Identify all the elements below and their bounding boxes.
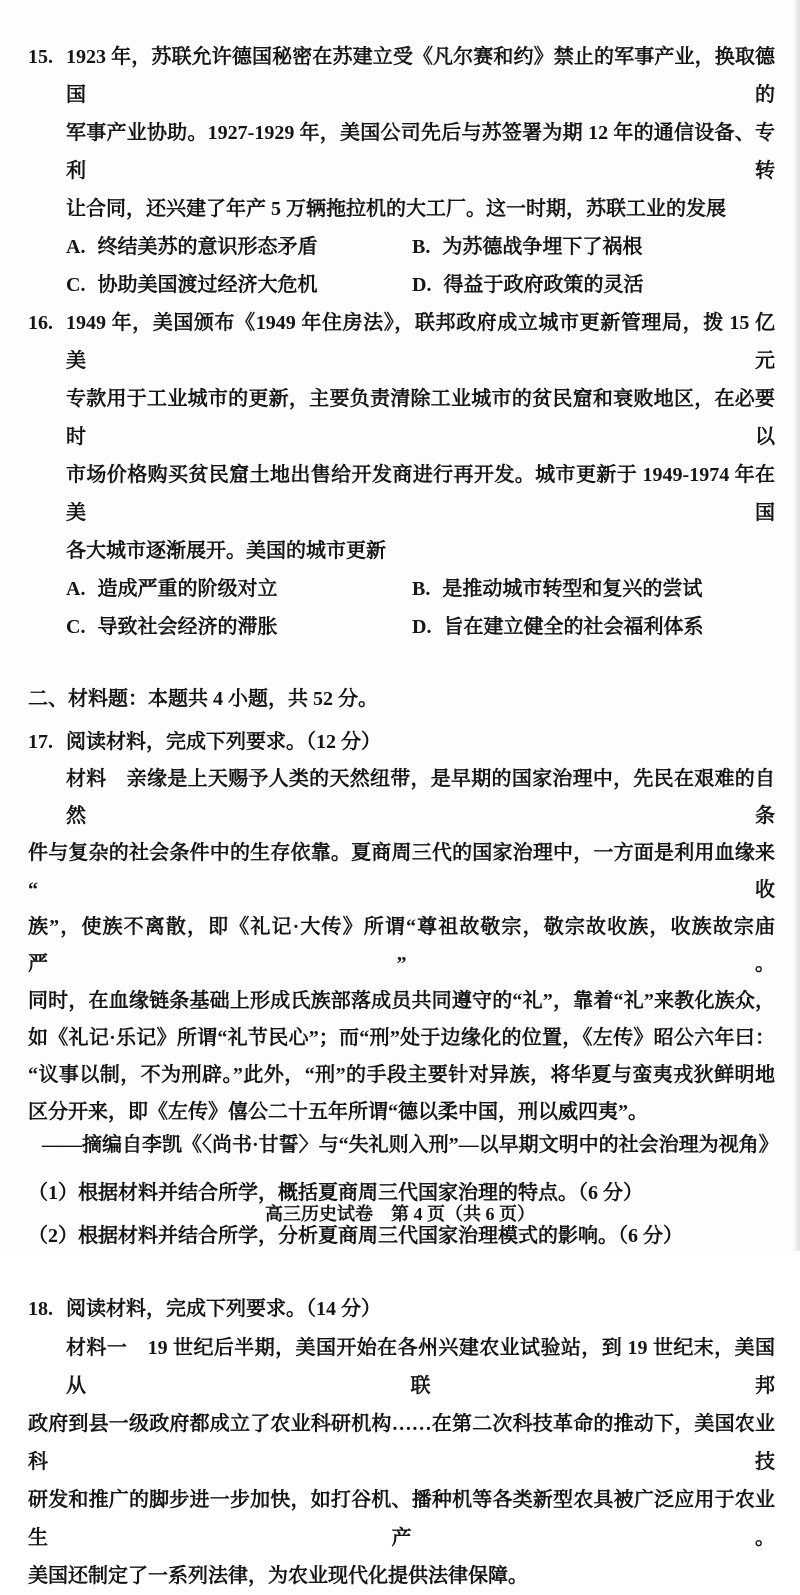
question-16-option-a: [66, 570, 412, 608]
option-c-text: 导致社会经济的滞胀: [97, 616, 278, 638]
question-18: [28, 1290, 775, 1595]
question-15-options-row-1: [66, 228, 775, 266]
question-16: [28, 304, 775, 646]
question-17: [28, 723, 779, 1255]
material-line: 同时，在血缘链条基础上形成氏族部落成员共同遵守的“礼”，靠着“礼”来教化族众，: [28, 990, 775, 1012]
option-a-text: 终结美苏的意识形态矛盾: [97, 236, 318, 258]
question-15: [28, 38, 775, 304]
material-line: 美国还制定了一系列法律，为农业现代化提供法律保障。: [28, 1565, 528, 1587]
question-17-subquestion-1: （1）根据材料并结合所学，概括夏商周三代国家治理的特点。（6 分）: [28, 1182, 643, 1204]
option-d-text: 得益于政府政策的灵活: [443, 274, 644, 296]
question-16-stem-line: 各大城市逐渐展开。美国的城市更新: [66, 540, 386, 562]
material-line: 政府到县一级政府都成立了农业科研机构……在第二次科技革命的推动下，美国农业科技: [28, 1413, 775, 1473]
material-line: 材料一 19 世纪后半期，美国开始在各州兴建农业试验站，到 19 世纪末，美国从联邦: [66, 1337, 775, 1397]
question-17-material: [28, 761, 775, 1131]
option-c-text: 协助美国渡过经济大危机: [97, 274, 318, 296]
question-18-material: [28, 1329, 775, 1595]
question-18-intro: [28, 1290, 775, 1328]
question-15-stem-line: 军事产业协助。1927-1929 年，美国公司先后与苏签署为期 12 年的通信设备、专利转: [66, 122, 775, 182]
question-16-options-row-1: [66, 570, 775, 608]
question-17-subquestion-2: （2）根据材料并结合所学，分析夏商周三代国家治理模式的影响。（6 分）: [28, 1225, 683, 1247]
option-d-text: 旨在建立健全的社会福利体系: [443, 616, 704, 638]
question-16-option-d: [412, 608, 775, 646]
material-line: 研发和推广的脚步进一步加快，如打谷机、播种机等各类新型农具被广泛应用于农业生产。: [28, 1489, 775, 1549]
question-15-number: 15.: [28, 46, 53, 68]
question-15-stem-line: 让合同，还兴建了年产 5 万辆拖拉机的大工厂。这一时期，苏联工业的发展: [66, 198, 726, 220]
material-line: “议事以制，不为刑辟。”此外，“刑”的手段主要针对异族，将华夏与蛮夷戎狄鲜明地: [28, 1064, 775, 1086]
question-18-intro-text: 阅读材料，完成下列要求。（14 分）: [66, 1298, 381, 1320]
option-a-text: 造成严重的阶级对立: [97, 578, 278, 600]
option-b-text: 是推动城市转型和复兴的尝试: [442, 578, 703, 600]
question-15-option-a: [66, 228, 412, 266]
question-16-options-row-2: [66, 608, 775, 646]
option-c-label: C.: [66, 274, 86, 296]
option-b-label: B.: [412, 236, 431, 258]
question-16-stem-line: 专款用于工业城市的更新，主要负责清除工业城市的贫民窟和衰败地区，在必要时以: [66, 388, 775, 448]
option-b-label: B.: [412, 578, 431, 600]
question-15-options-row-2: [66, 266, 775, 304]
question-16-stem-line: 市场价格购买贫民窟土地出售给开发商进行再开发。城市更新于 1949-1974 年在美国: [66, 464, 775, 524]
material-line: 材料 亲缘是上天赐予人类的天然纽带，是早期的国家治理中，先民在艰难的自然条: [66, 768, 775, 827]
question-15-option-d: [412, 266, 775, 304]
question-16-option-b: [412, 570, 775, 608]
section-2-heading: 二、材料题：本题共 4 小题，共 52 分。: [28, 688, 378, 710]
option-a-label: A.: [66, 236, 86, 258]
material-line: 件与复杂的社会条件中的生存依靠。夏商周三代的国家治理中，一方面是利用血缘来“收: [28, 842, 775, 901]
question-17-number: 17.: [28, 731, 53, 753]
option-b-text: 为苏德战争埋下了祸根: [442, 236, 643, 258]
question-18-number: 18.: [28, 1298, 53, 1320]
question-17-intro: [28, 723, 775, 761]
question-15-option-b: [412, 228, 775, 266]
question-16-stem-line: 1949 年，美国颁布《1949 年住房法》，联邦政府成立城市更新管理局，拨 15 亿美元: [66, 312, 775, 372]
question-17-material-source: ——摘编自李凯《〈尚书·甘誓〉与“失礼则入刑”—以早期文明中的社会治理为视角》: [42, 1134, 779, 1156]
question-15-option-c: [66, 266, 412, 304]
question-16-number: 16.: [28, 312, 53, 334]
material-line: 区分开来，即《左传》僖公二十五年所谓“德以柔中国，刑以威四夷”。: [28, 1101, 648, 1123]
page-footer: 高三历史试卷 第 4 页（共 6 页）: [265, 1204, 535, 1224]
question-15-stem-line: 1923 年，苏联允许德国秘密在苏建立受《凡尔赛和约》禁止的军事产业，换取德国的: [66, 46, 775, 106]
option-c-label: C.: [66, 616, 86, 638]
option-d-label: D.: [412, 274, 432, 296]
option-d-label: D.: [412, 616, 432, 638]
question-16-option-c: [66, 608, 412, 646]
material-line: 族”，使族不离散，即《礼记·大传》所谓“尊祖故敬宗，敬宗故收族，收族故宗庙严”。: [28, 916, 775, 975]
material-line: 如《礼记·乐记》所谓“礼节民心”；而“刑”处于边缘化的位置，《左传》昭公六年曰：: [28, 1027, 775, 1049]
question-17-intro-text: 阅读材料，完成下列要求。（12 分）: [66, 731, 381, 753]
option-a-label: A.: [66, 578, 86, 600]
